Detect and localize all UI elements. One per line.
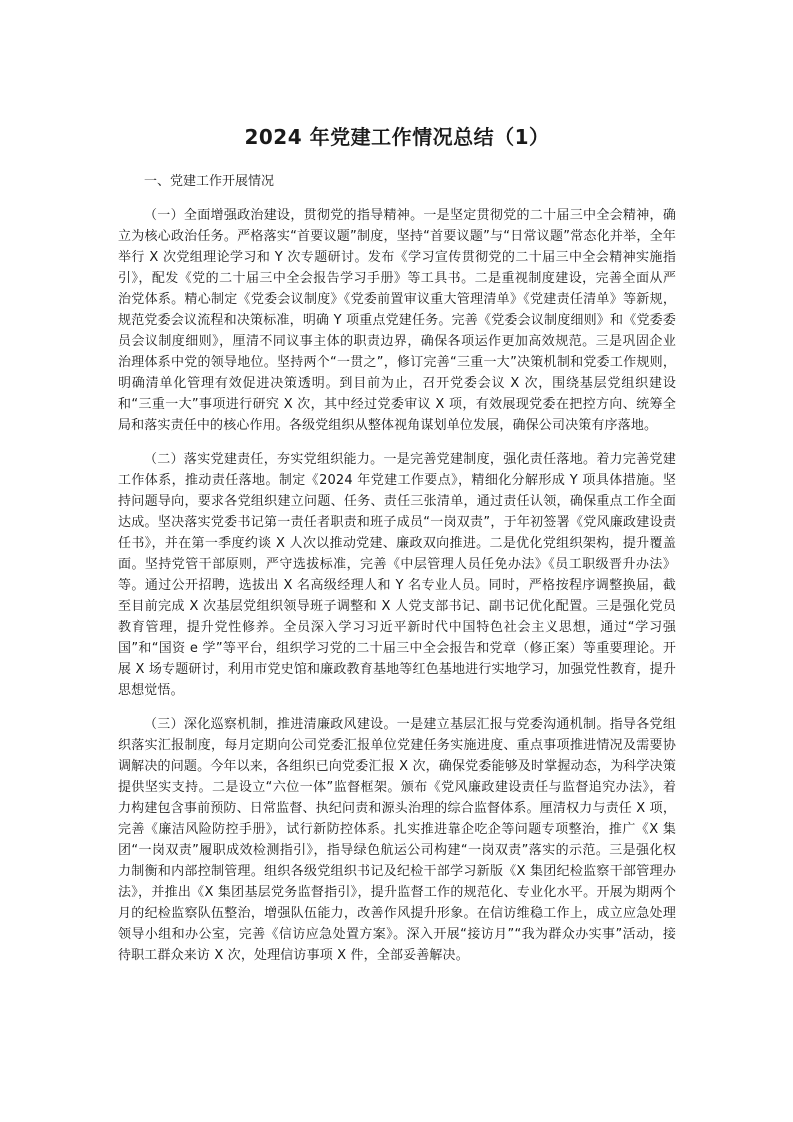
paragraph-party-responsibility: （二）落实党建责任，夯实党组织能力。一是完善党建制度，强化责任落地。着力完善党建工作体系，推动责任落地。制定《2024 年党建工作要点》，精细化分解形成 Y 项具体措施。坚持问题导向，要求各党组织建立问题、任务、责任三张清单，通过责任认领，确保重点工作全面达成。坚决落实党委书记第一责任者职责和班子成员“一岗双责”，于年初签署《党风廉政建设责任书》，并在第一季度约谈 X 人次以推动党建、廉政双向推进。二是优化党组织架构，提升覆盖面。坚持党管干部原则，严守选拔标准，完善《中层管理人员任免办法》《员工职级晋升办法》等。通过公开招聘，选拔出 X 名高级经理人和 Y 名专业人员。同时，严格按程序调整换届，截至目前完成 X 次基层党组织领导班子调整和 X 人党支部书记、副书记优化配置。三是强化党员教育管理，提升党性修养。全员深入学习习近平新时代中国特色社会主义思想，通过“学习强国”和“国资 e 学”等平台，组织学习党的二十届三中全会报告和党章（修正案）等重要理论。开展 X 场专题研讨，利用市党史馆和廉政教育基地等红色基地进行实地学习，加强党性教育，提升思想觉悟。 bbox=[118, 452, 676, 698]
paragraph-inspection-integrity: （三）深化巡察机制，推进清廉政风建设。一是建立基层汇报与党委沟通机制。指导各党组织落实汇报制度，每月定期向公司党委汇报单位党建任务实施进度、重点事项推进情况及需要协调解决的问题。今年以来，各组织已向党委汇报 X 次，确保党委能够及时掌握动态，为科学决策提供坚实支持。二是设立“六位一体”监督框架。颁布《党风廉政建设责任与监督追究办法》，着力构建包含事前预防、日常监督、执纪问责和源头治理的综合监督体系。厘清权力与责任 X 项，完善《廉洁风险防控手册》，试行新防控体系。扎实推进靠企吃企等问题专项整治，推广《X 集团“一岗双责”履职成效检测指引》，指导绿色航运公司构建“一岗双责”落实的示范。三是强化权力制衡和内部控制管理。组织各级党组织书记及纪检干部学习新版《X 集团纪检监察干部管理办法》，并推出《X 集团基层党务监督指引》，提升监督工作的规范化、专业化水平。开展为期两个月的纪检监察队伍整治，增强队伍能力，改善作风提升形象。在信访维稳工作上，成立应急处理领导小组和办公室，完善《信访应急处置方案》。深入开展“接访月”“我为群众办实事”活动，接待职工群众来访 X 次，处理信访事项 X 件，全部妥善解决。 bbox=[118, 717, 676, 963]
section-heading: 一、党建工作开展情况 bbox=[144, 174, 275, 189]
document-title: 2024 年党建工作情况总结（1） bbox=[244, 125, 550, 149]
paragraph-political-construction: （一）全面增强政治建设，贯彻党的指导精神。一是坚定贯彻党的二十届三中全会精神，确立为核心政治任务。严格落实“首要议题”制度，坚持“首要议题”与“日常议题”常态化并举，全年举行 X 次党组理论学习和 Y 次专题研讨。发布《学习宣传贯彻党的二十届三中全会精神实施指引》，配发《党的二十届三中全会报告学习手册》等工具书。二是重视制度建设，完善全面从严治党体系。精心制定《党委会议制度》《党委前置审议重大管理清单》《党建责任清单》等新规，规范党委会议流程和决策标准，明确 Y 项重点党建任务。完善《党委会议制度细则》和《党委委员会议制度细则》，厘清不同议事主体的职责边界，确保各项运作更加高效规范。三是巩固企业治理体系中党的领导地位。坚持两个“一贯之”，修订完善“三重一大”决策机制和党委工作规则，明确清单化管理有效促进决策透明。到目前为止，召开党委会议 X 次，围绕基层党组织建设和“三重一大”事项进行研究 X 次，其中经过党委审议 X 项，有效展现党委在把控方向、统筹全局和落实责任中的核心作用。各级党组织从整体视角谋划单位发展，确保公司决策有序落地。 bbox=[118, 208, 676, 433]
